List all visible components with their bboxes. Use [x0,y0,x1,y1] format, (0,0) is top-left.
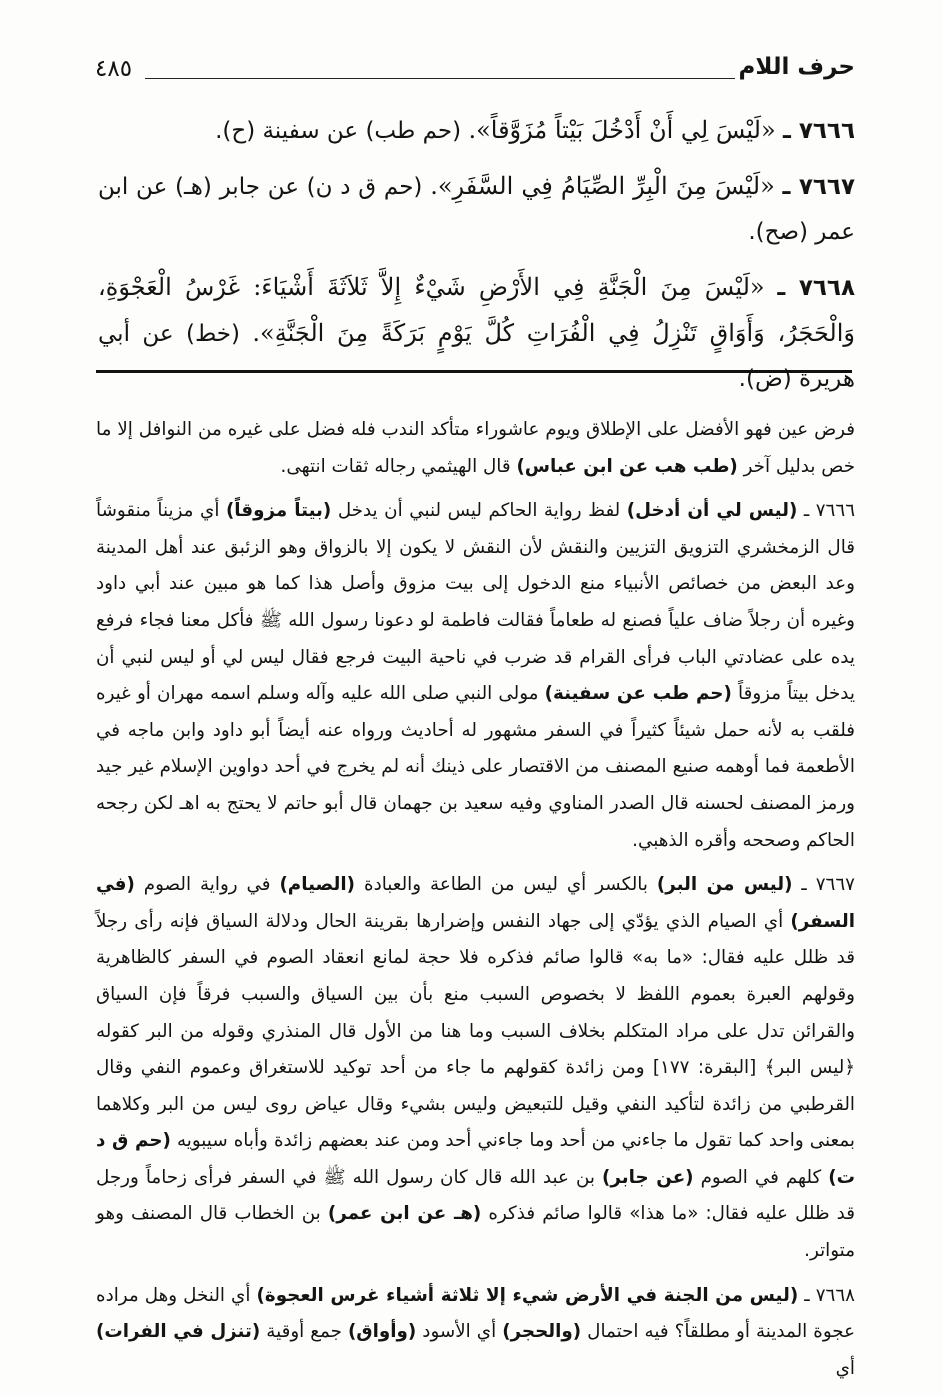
page-header [95,50,855,90]
hadith-7667 [98,164,855,255]
text-run: لفظ رواية الحاكم ليس لنبي أن يدخل [331,500,627,522]
text-run: فرض عين فهو الأفضل على الإطلاق ويوم عاشوراء متأكد الندب فله فضل على غيره من النوافل إلا ما خص بدليل آخر [96,419,855,477]
section-divider [96,370,852,373]
text-run: أي [835,1357,855,1379]
hadith-number: ٧٦٦٧ ـ [782,174,856,200]
entry-number: ٧٦٦٧ ـ [792,874,855,896]
text-run: بن الخطاب قال المصنف وهو متواتر. [96,1203,855,1262]
hadith-text: «لَيْسَ مِنَ الْجَنَّةِ فِي الأَرْضِ شَيْءٌ إِلاَّ ثَلاَثَةَ أَشْيَاءَ: غَرْسُ الْعَجْوَةِ، وَالْحَجَرُ، وَأَوَاقٍ تَنْزِلُ فِي الْفُرَاتِ كُلَّ يَوْمٍ بَرَكَةً مِنَ الْجَنَّةِ». [98,273,856,347]
hadith-section [98,108,855,412]
text-run: أي مزيناً منقوشاً قال الزمخشري التزويق التزيين والنقش لأن النقش لا يكون إلا بالزواق وهو الزئبق عند أهل المدينة وعد البعض من خصائص الأنبياء منع الدخول إلى بيت مزوق وأصل هذا كما هو مبين عند أبي داود وغيره أن رجلاً ضاف علياً فصنع له طعاماً فقالت فاطمة لو دعونا رسول الله ﷺ فأكل معنا فجاء فرفع يده على عضادتي الباب فرأى القرام قد ضرب في ناحية البيت فرجع فقال ليس لي أو ليس لنبي أن يدخل بيتاً مزوقاً [96,500,855,705]
hadith-source: (حم ق د ن) عن جابر (هـ) عن ابن عمر (صح). [98,174,855,245]
hadith-number: ٧٦٦٨ ـ [777,275,855,301]
quoted-phrase: (ليس لي أن أدخل) [626,500,798,522]
source-ref: (عن جابر) [602,1166,694,1188]
commentary-section [96,412,855,1395]
commentary-7668 [96,1278,855,1388]
source-ref: (هـ عن ابن عمر) [327,1203,482,1225]
quoted-phrase: (الصيام) [279,874,356,896]
source-ref: (حم طب عن سفينة) [544,683,732,705]
text-run: بالكسر أي ليس من الطاعة والعبادة [355,874,657,896]
chapter-title: حرف اللام [738,54,855,80]
quoted-phrase: (ليس من الجنة في الأرض شيء إلا ثلاثة أشياء غرس العجوة) [256,1284,799,1306]
commentary-7667 [96,867,855,1270]
entry-number: ٧٦٦٦ ـ [797,500,856,522]
text-run: في رواية الصوم [134,874,280,896]
commentary-paragraph [96,412,855,485]
text-run: أي الصيام الذي يؤدّي إلى جهاد النفس وإضرارها بقرينة الحال ودلالة السياق فإنه رأى رجلاً قد ظلل عليه فقال: «ما به» قالوا صائم فذكره فلا حجة لمانع انعقاد الصوم في السفر كالظاهرية وقولهم العبرة بعموم اللفظ لا بخصوص السبب منع بأن بين السياق والسبب فرقاً فإن السياق والقرائن تدل على مراد المتكلم بخلاف السبب وما هنا من الأول قال المنذري وقوله من البر كقوله ﴿ليس البر﴾ [البقرة: ١٧٧] ومن زائدة كقولهم ما جاء من أحد توكيد للاستغراق وعموم النفي وقال القرطبي من زائدة لتأكيد النفي وقيل للتبعيض وليس بشيء وقال عياض روى ليس من البر وكلاهما بمعنى واحد كما تقول ما جاءني من أحد وما جاءني أحد ومن عند بعضهم زائدة وأباه سيبويه [96,910,855,1152]
hadith-text: «لَيْسَ مِنَ الْبِرِّ الصِّيَامُ فِي السَّفَرِ». [430,172,775,200]
hadith-source: (خط) عن أبي هريرة (ض). [98,321,855,392]
hadith-text: «لَيْسَ لِي أَنْ أَدْخُلَ بَيْتاً مُزَوَّقاً». [468,116,776,144]
quoted-phrase: (وأواق) [347,1321,417,1343]
hadith-number: ٧٦٦٦ ـ [782,118,855,144]
header-rule [145,78,735,79]
text-run: أي الأسود [416,1321,503,1343]
page-number: ٤٨٥ [95,56,133,82]
text-run: قال الهيثمي رجاله ثقات انتهى. [280,455,517,477]
quoted-phrase: (ليس من البر) [656,874,793,896]
quoted-phrase: (بيتاً مزوقاً) [225,500,332,522]
hadith-7668 [98,265,855,402]
text-run: بن عبد الله قال كان رسول الله ﷺ في السفر فرأى زحاماً ورجل قد ظلل عليه فقال: «ما هذا» قالوا صائم فذكره [96,1166,855,1225]
text-run: كلهم في الصوم [693,1166,829,1188]
hadith-source: (حم طب) عن سفينة (ح). [215,118,462,144]
text-run: جمع أوقية [260,1321,348,1343]
quoted-phrase: (والحجر) [502,1321,582,1343]
text-run: أي النخل وهل مراده عجوة المدينة أو مطلقاً؟ فيه احتمال [96,1284,856,1343]
entry-number: ٧٦٦٨ ـ [798,1284,855,1306]
source-ref: (حم ق د ت) [96,1130,855,1188]
quoted-phrase: (في السفر) [96,874,855,932]
commentary-7666 [96,493,855,859]
hadith-7666 [98,108,855,154]
source-ref: (طب هب عن ابن عباس) [516,455,738,477]
text-run: مولى النبي صلى الله عليه وآله وسلم اسمه مهران أو غيره فلقب به لأنه حمل شيئاً كثيراً في السفر مشهور له أحاديث ورواه عنه أيضاً أبو داود وابن ماجه في الأطعمة فما أوهمه صنيع المصنف من الاقتصار على ذينك أنه لم يخرج في أحد دواوين الإسلام غير جيد ورمز المصنف لحسنه قال الصدر المناوي وفيه سعيد بن جهمان قال أبو حاتم لا يحتج به اهـ لكن رجحه الحاكم وصححه وأقره الذهبي. [96,683,855,851]
quoted-phrase: (تنزل في الفرات) [96,1321,261,1343]
